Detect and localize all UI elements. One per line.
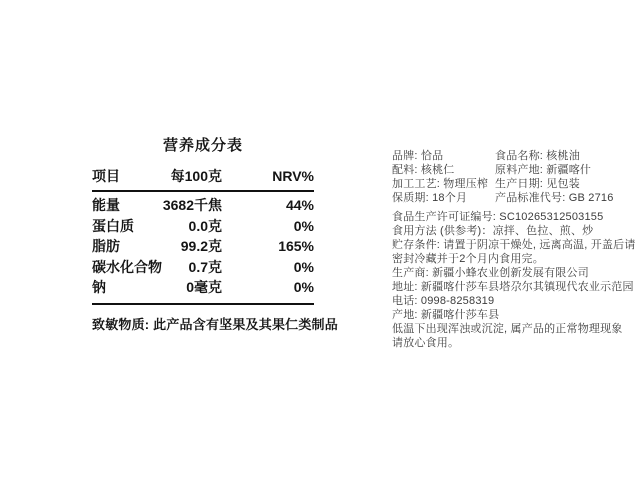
header-per-100g: 每100克 — [170, 168, 222, 184]
nutrient-name: 碳水化合物 — [92, 258, 162, 275]
standard-code-label: 产品标准代号: GB 2716 — [495, 192, 614, 204]
brand-label: 品牌: 恰品 — [392, 150, 444, 162]
nutrient-amount: 0.0克 — [188, 217, 222, 234]
nutrient-nrv: 0% — [293, 279, 314, 295]
table-row — [92, 277, 314, 298]
nutrient-nrv: 0% — [293, 217, 314, 234]
shelf-life-label: 保质期: 18个月 — [392, 192, 468, 204]
table-row — [92, 216, 314, 237]
nutrient-name: 钠 — [92, 279, 106, 295]
storage-line-1: 贮存条件: 请置于阴凉干燥处, 远离高温, 开盖后请 — [392, 239, 636, 251]
info-pair-row — [392, 177, 632, 191]
nutrition-facts-table — [92, 136, 338, 333]
nutrient-nrv: 0% — [293, 258, 314, 275]
nutrient-amount: 99.2克 — [180, 238, 222, 254]
production-date-label: 生产日期: 见包装 — [495, 178, 580, 190]
nutrient-nrv: 165% — [278, 238, 314, 254]
storage-line-2: 密封冷藏并于2个月内食用完。 — [392, 253, 544, 265]
nutrition-table-body — [92, 192, 314, 305]
usage-line: 食用方法 (供参考)：凉拌、色拉、煎、炒 — [392, 225, 594, 237]
nutrient-amount: 0.7克 — [188, 258, 222, 275]
nutrition-table-title: 营养成分表 — [162, 137, 243, 154]
license-number-line: 食品生产许可证编号: SC10265312503155 — [392, 211, 604, 223]
ingredients-label: 配料: 核桃仁 — [392, 164, 455, 176]
nutrient-name: 能量 — [92, 197, 120, 213]
food-name-label: 食品名称: 核桃油 — [495, 150, 580, 162]
notice-line-2: 请放心食用。 — [392, 337, 460, 349]
nutrient-name: 脂肪 — [92, 238, 120, 254]
phone-line: 电话: 0998-8258319 — [392, 295, 495, 307]
nutrient-nrv: 44% — [285, 197, 314, 213]
info-pair-row — [392, 191, 632, 205]
table-row — [92, 257, 314, 278]
header-nrv: NRV% — [272, 168, 314, 184]
info-pair-row — [392, 163, 632, 177]
info-lines — [392, 210, 636, 350]
header-item: 项目 — [92, 168, 120, 184]
address-line: 地址: 新疆喀什莎车县塔尕尔其镇现代农业示范园 — [392, 281, 634, 293]
product-info-panel — [392, 149, 636, 350]
nutrient-amount: 3682千焦 — [162, 197, 222, 213]
table-row — [92, 195, 314, 216]
nutrition-table-header — [92, 168, 314, 192]
allergen-note: 致敏物质: 此产品含有坚果及其果仁类制品 — [92, 316, 338, 332]
place-of-origin-line: 产地: 新疆喀什莎车县 — [392, 309, 500, 321]
producer-line: 生产商: 新疆小蜂农业创新发展有限公司 — [392, 267, 589, 279]
origin-label: 原料产地: 新疆喀什 — [495, 164, 592, 176]
process-label: 加工工艺: 物理压榨 — [392, 178, 489, 190]
table-row — [92, 236, 314, 257]
nutrient-amount: 0毫克 — [186, 279, 222, 295]
notice-line-1: 低温下出现浑浊或沉淀, 属产品的正常物理现象 — [392, 323, 623, 335]
nutrient-name: 蛋白质 — [92, 217, 134, 234]
info-pair-row — [392, 149, 632, 163]
